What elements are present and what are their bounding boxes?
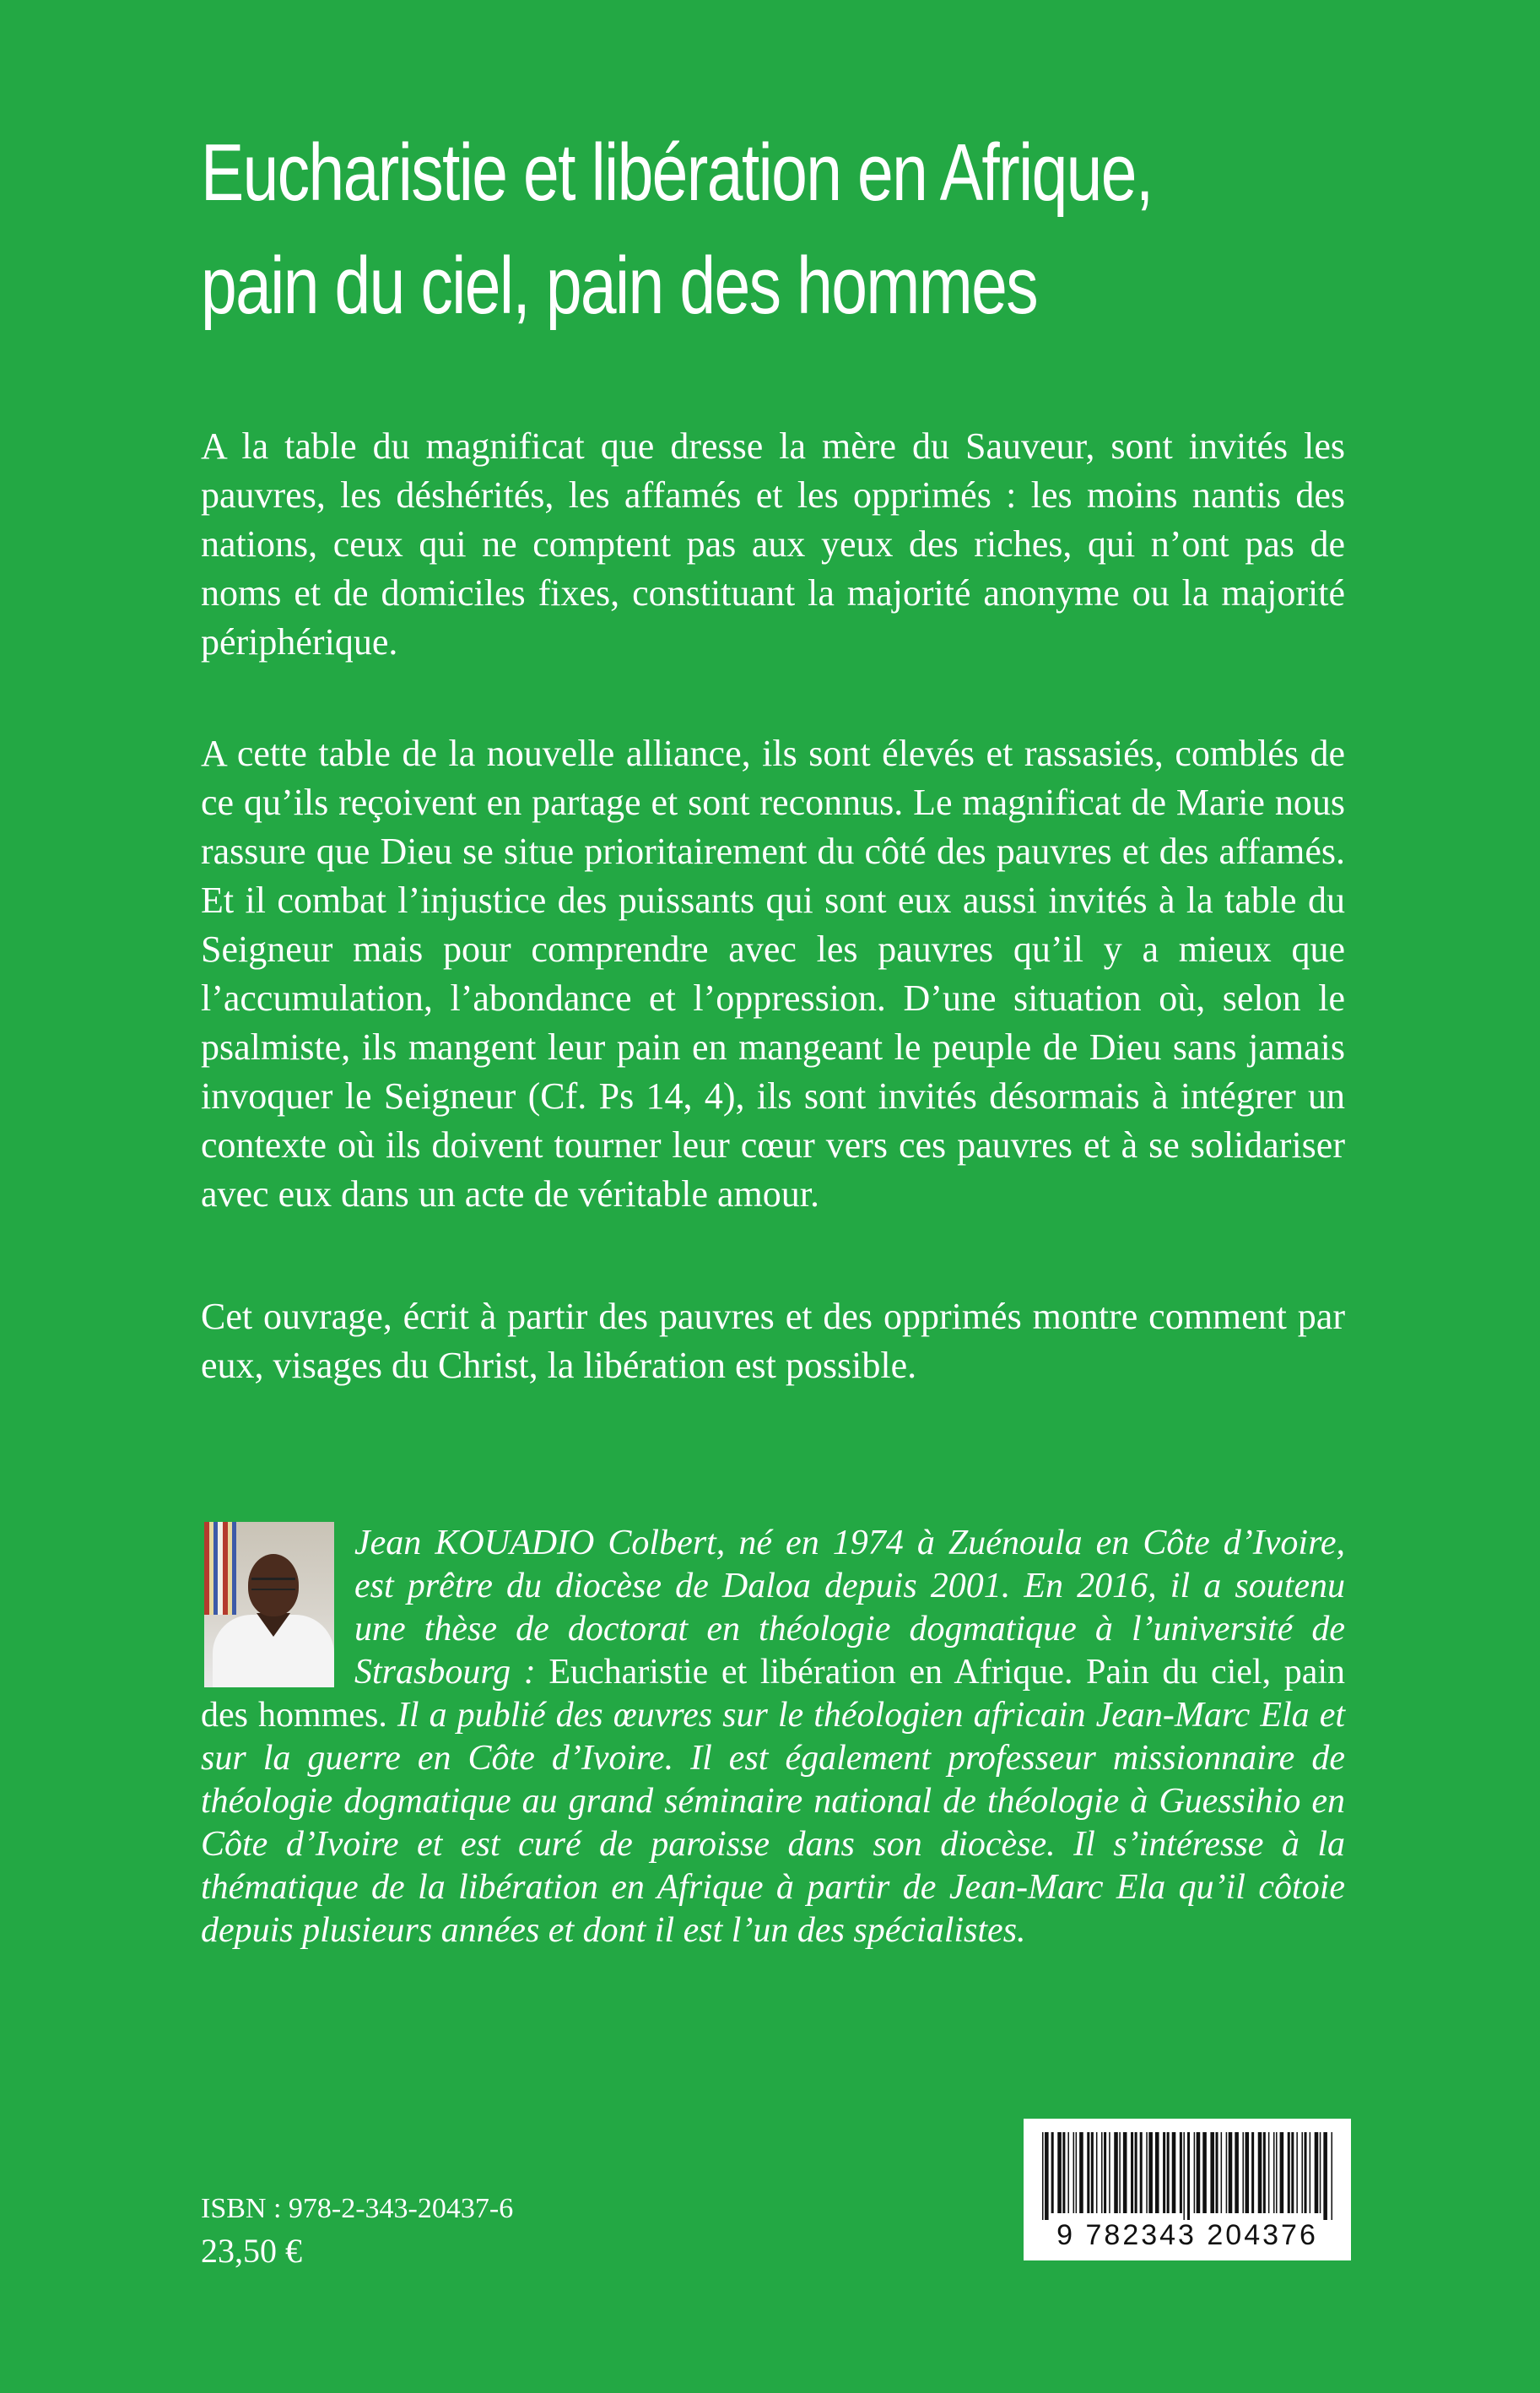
- barcode-bar: [1296, 2132, 1298, 2213]
- book-title-line-1: Eucharistie et libération en Afrique,: [201, 127, 1153, 218]
- book-title: [201, 116, 1180, 343]
- book-title-line-2: pain du ciel, pain des hommes: [201, 241, 1037, 331]
- barcode-bar: [1280, 2132, 1284, 2213]
- barcode-bar: [1123, 2132, 1127, 2213]
- barcode-bar: [1258, 2132, 1262, 2213]
- barcode-bar: [1119, 2132, 1121, 2213]
- barcode-bar: [1096, 2132, 1098, 2213]
- barcode-bar: [1101, 2132, 1103, 2213]
- barcode-bar: [1215, 2132, 1218, 2213]
- barcode-bar: [1276, 2132, 1278, 2213]
- barcode-bar: [1202, 2132, 1207, 2213]
- photo-spacer: [201, 1522, 354, 1691]
- barcode-bar: [1167, 2132, 1170, 2213]
- barcode-bar: [1042, 2132, 1044, 2220]
- barcode-bar: [1194, 2132, 1196, 2213]
- barcode-bar: [1246, 2132, 1250, 2213]
- barcode-bar: [1263, 2132, 1266, 2213]
- barcode-bar: [1087, 2132, 1089, 2213]
- author-bio: [201, 1522, 1345, 1952]
- barcode-bar: [1242, 2132, 1244, 2213]
- barcode-bar: [1172, 2132, 1176, 2213]
- barcode-bar: [1104, 2132, 1106, 2213]
- barcode-bar: [1183, 2132, 1185, 2220]
- barcode-digits: 9 782343 204376: [1056, 2219, 1318, 2251]
- barcode-bar: [1268, 2132, 1270, 2213]
- barcode-bar: [1180, 2132, 1182, 2213]
- barcode-bar: [1135, 2132, 1137, 2213]
- barcode: [1024, 2119, 1351, 2260]
- barcode-bar: [1210, 2132, 1214, 2213]
- barcode-bar: [1076, 2132, 1078, 2213]
- barcode-bar: [1073, 2132, 1075, 2213]
- author-bio-part-2: Il a publié des œuvres sur le théologien africain Jean-Marc Ela et sur la guerre en Côte d’Ivoire. Il est également professeur missionnaire de théologie dogmatique au grand séminaire national de théologie à Guessihio en Côte d’Ivoire et est curé de paroisse dans son diocèse. Il s’intéresse à la thématique de la libération en Afrique à partir de Jean-Marc Ela qu’il côtoie depuis plusieurs années et dont il est l’un des spécialistes.: [201, 1696, 1346, 1950]
- barcode-bar: [1091, 2132, 1094, 2213]
- barcode-bar: [1057, 2132, 1062, 2213]
- barcode-bar: [1163, 2132, 1165, 2213]
- barcode-bar: [1140, 2132, 1143, 2213]
- blurb-paragraph-2: A cette table de la nouvelle alliance, ils sont élevés et rassasiés, comblés de ce qu’ils reçoivent en partage et sont reconnus. Le magnificat de Marie nous rassure que Dieu se situe prioritairement du côté des pauvres et des affamés. Et il combat l’injustice des puissants qui sont eux aussi invités à la table du Seigneur mais pour comprendre avec les pauvres qu’il y a mieux que l’accumulation, l’abondance et l’oppression. D’une situation où, selon le psalmiste, ils mangent leur pain en mangeant le peuple de Dieu sans jamais invoquer le Seigneur (Cf. Ps 14, 4), ils sont invités désormais à intégrer un contexte où ils doivent tourner leur cœur vers ces pauvres et à se solidariser avec eux dans un acte de véritable amour.: [201, 733, 1345, 1215]
- barcode-bar: [1197, 2132, 1201, 2213]
- barcode-bar: [1051, 2132, 1054, 2213]
- barcode-bar: [1079, 2132, 1083, 2213]
- barcode-bar: [1131, 2132, 1133, 2213]
- barcode-bar: [1062, 2132, 1065, 2213]
- barcode-bar: [1155, 2132, 1159, 2213]
- barcode-bar: [1045, 2132, 1049, 2220]
- barcode-bars: [1042, 2132, 1332, 2220]
- barcode-bar: [1067, 2132, 1069, 2213]
- barcode-bar: [1323, 2132, 1327, 2220]
- barcode-bar: [1187, 2132, 1190, 2220]
- barcode-bar: [1331, 2132, 1332, 2220]
- barcode-bar: [1146, 2132, 1148, 2213]
- barcode-bar: [1235, 2132, 1239, 2213]
- barcode-bar: [1226, 2132, 1228, 2213]
- barcode-bar: [1148, 2132, 1153, 2213]
- barcode-bar: [1320, 2132, 1321, 2213]
- barcode-bar: [1305, 2132, 1307, 2213]
- blurb-paragraph-3: Cet ouvrage, écrit à partir des pauvres et des opprimés montre comment par eux, visages du Christ, la libération est possible.: [201, 1296, 1345, 1386]
- barcode-bar: [1114, 2132, 1118, 2213]
- thesis-title: Eucharistie et libération en Afrique. Pain du ciel, pain des hommes.: [201, 1653, 1346, 1735]
- barcode-bar: [1273, 2132, 1275, 2213]
- barcode-bar: [1301, 2132, 1303, 2213]
- barcode-bar: [1251, 2132, 1254, 2213]
- isbn: ISBN : 978-2-343-20437-6: [201, 2193, 514, 2224]
- barcode-bar: [1315, 2132, 1319, 2213]
- barcode-bar: [1229, 2132, 1233, 2213]
- barcode-bar: [1221, 2132, 1223, 2213]
- blurb-paragraph-1: A la table du magnificat que dresse la mère du Sauveur, sont invités les pauvres, les déshérités, les affamés et les opprimés : les moins nantis des nations, ceux qui ne comptent pas aux yeux des riches, qui n’ont pas de noms et de domiciles fixes, constituant la majorité anonyme ou la majorité périphérique.: [201, 425, 1345, 663]
- barcode-bar: [1109, 2132, 1110, 2213]
- author-bio-part-1: Jean KOUADIO Colbert, né en 1974 à Zuénoula en Côte d’Ivoire, est prêtre du diocèse de Daloa depuis 2001. En 2016, il a soutenu une thèse de doctorat en théologie dogmatique à l’université de Strasbourg :: [354, 1524, 1345, 1692]
- price: 23,50 €: [201, 2232, 302, 2270]
- barcode-bar: [1310, 2132, 1311, 2213]
- barcode-bar: [1291, 2132, 1294, 2213]
- barcode-bar: [1288, 2132, 1290, 2213]
